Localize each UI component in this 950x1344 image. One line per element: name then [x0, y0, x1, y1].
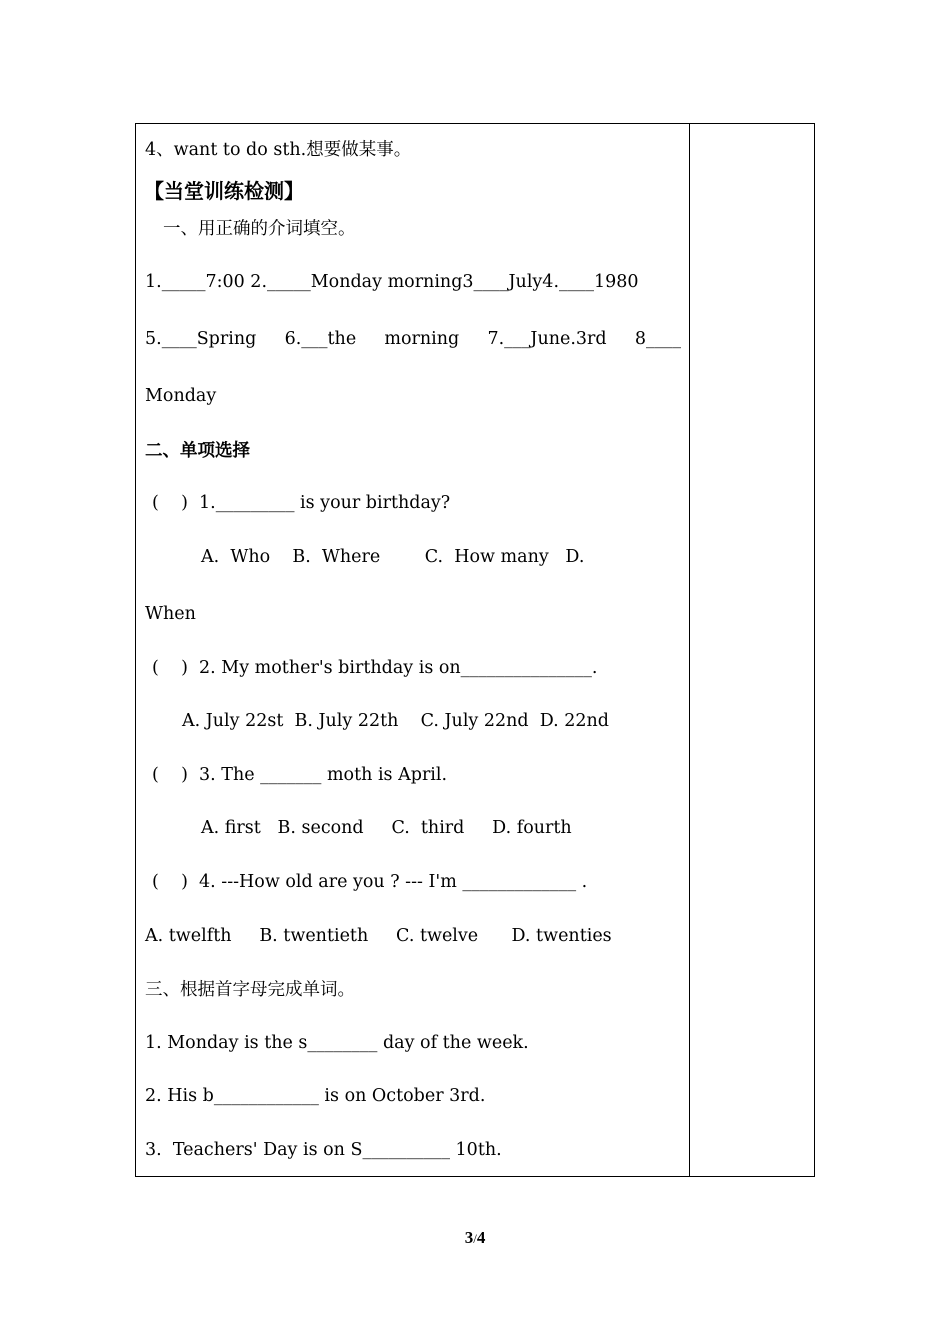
part3-title: 三、根据首字母完成单词。: [145, 980, 355, 1000]
part1-item-5: 5.____Spring: [145, 329, 257, 349]
question-3-options: A. first B. second C. third D. fourth: [201, 818, 572, 838]
part2-title: 二、单项选择: [145, 441, 250, 461]
sentence-2: 2. His b____________ is on October 3rd.: [145, 1086, 486, 1106]
question-2: ( ) 2. My mother's birthday is on_______________.: [152, 658, 598, 678]
question-4-options: A. twelfth B. twentieth C. twelve D. twenties: [145, 926, 612, 946]
top-item: 4、want to do sth.想要做某事。: [145, 140, 412, 160]
part1-item-6-cont: morning: [384, 329, 460, 349]
page-total: 4: [476, 1228, 486, 1247]
sentence-3: 3. Teachers' Day is on S__________ 10th.: [145, 1140, 502, 1160]
part1-title: 一、用正确的介词填空。: [163, 219, 356, 239]
question-1-options: A. Who B. Where C. How many D.: [201, 547, 585, 567]
part1-item-8: 8____: [634, 329, 681, 349]
page-separator: /: [473, 1231, 477, 1246]
part1-item-7: 7.___June.3rd: [487, 329, 607, 349]
column-divider: [689, 124, 690, 1176]
page-number: [0, 1228, 950, 1248]
page-current: 3: [464, 1228, 474, 1247]
section-title: 【当堂训练检测】: [144, 179, 304, 203]
question-3: ( ) 3. The _______ moth is April.: [152, 765, 448, 785]
question-4: ( ) 4. ---How old are you ? --- I'm _____________ .: [152, 872, 588, 892]
question-1: ( ) 1._________ is your birthday?: [152, 493, 451, 513]
question-1-options-cont: When: [145, 604, 196, 624]
question-2-options: A. July 22st B. July 22th C. July 22nd D. 22nd: [182, 711, 610, 731]
part1-row2: [145, 328, 681, 350]
sentence-1: 1. Monday is the s________ day of the week.: [145, 1033, 529, 1053]
part1-row1: 1._____7:00 2._____Monday morning3____July4.____1980: [145, 272, 639, 292]
part1-row2-cont: Monday: [145, 386, 217, 406]
part1-item-6: 6.___the: [284, 329, 357, 349]
